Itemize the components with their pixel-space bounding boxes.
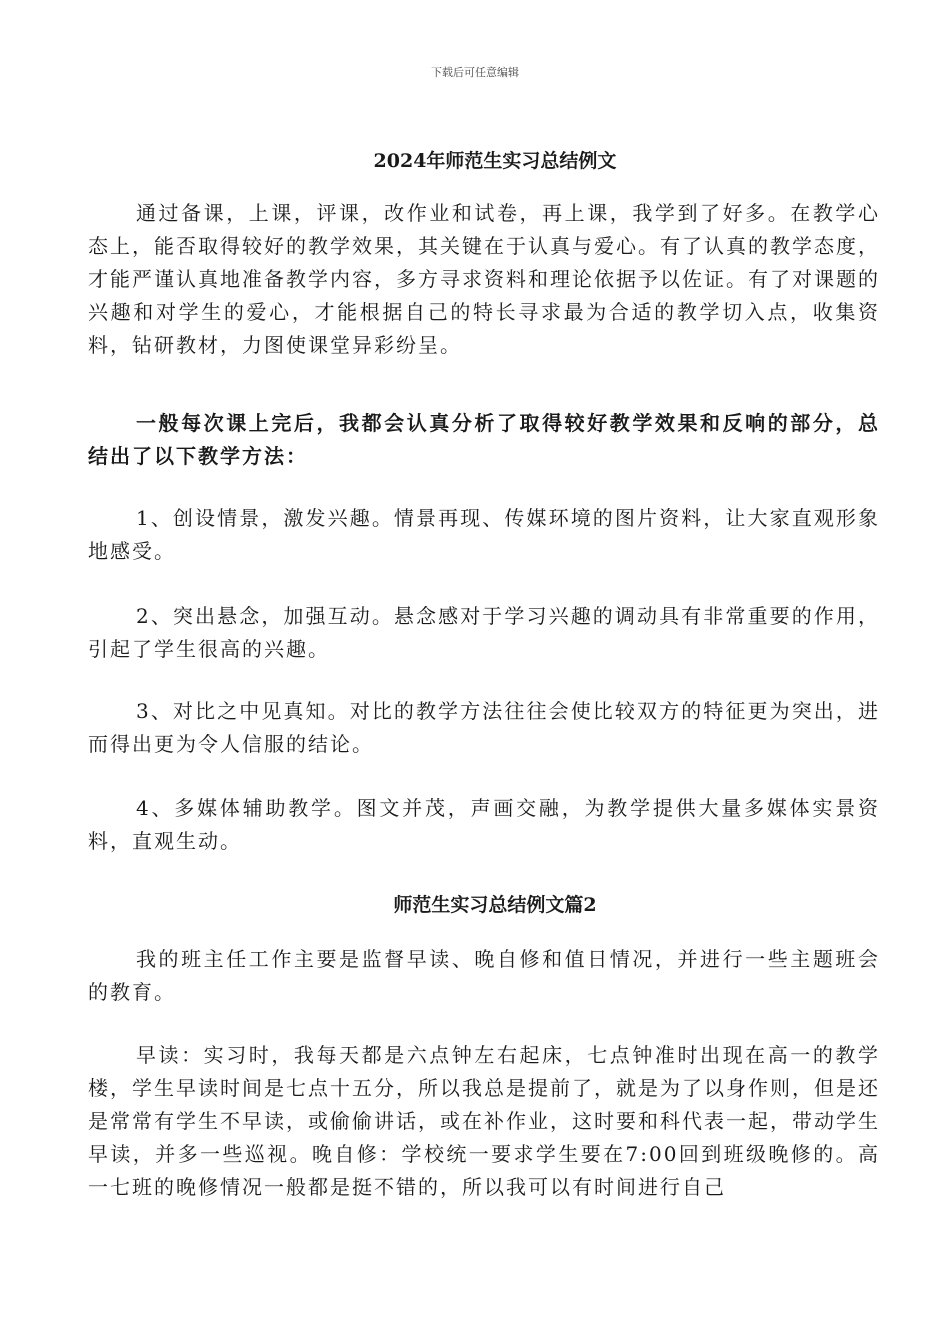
body-paragraph: 通过备课，上课，评课，改作业和试卷，再上课，我学到了好多。在教学心态上，能否取得较好的教学效果，其关键在于认真与爱心。有了认真的教学态度，才能严谨认真地准备教学内容，多方寻求资料和理论依据予以佐证。有了对课题的兴趣和对学生的爱心，才能根据自己的特长寻求最为合适的教学切入点，收集资料，钻研教材，力图使课堂异彩纷呈。 bbox=[88, 201, 880, 357]
document-title: 2024年师范生实习总结例文 bbox=[373, 150, 617, 172]
list-item-paragraph: 4、多媒体辅助教学。图文并茂，声画交融，为教学提供大量多媒体实景资料，直观生动。 bbox=[88, 796, 880, 853]
list-item-paragraph: 1、创设情景，激发兴趣。情景再现、传媒环境的图片资料，让大家直观形象地感受。 bbox=[88, 506, 880, 563]
list-item-paragraph: 2、突出悬念，加强互动。悬念感对于学习兴趣的调动具有非常重要的作用，引起了学生很高的兴趣。 bbox=[88, 604, 880, 661]
bold-summary-paragraph: 一般每次课上完后，我都会认真分析了取得较好教学效果和反响的部分，总结出了以下教学方法： bbox=[88, 411, 880, 468]
list-item-paragraph: 3、对比之中见真知。对比的教学方法往往会使比较双方的特征更为突出，进而得出更为令人信服的结论。 bbox=[88, 699, 880, 756]
section-title: 师范生实习总结例文篇2 bbox=[393, 894, 597, 916]
body-paragraph: 早读：实习时，我每天都是六点钟左右起床，七点钟准时出现在高一的教学楼，学生早读时间是七点十五分，所以我总是提前了，就是为了以身作则，但是还是常常有学生不早读，或偷偷讲话，或在补作业，这时要和科代表一起，带动学生早读，并多一些巡视。晚自修：学校统一要求学生要在7:00回到班级晚修的。高一七班的晚修情况一般都是挺不错的，所以我可以有时间进行自己 bbox=[88, 1043, 880, 1199]
body-paragraph: 我的班主任工作主要是监督早读、晚自修和值日情况，并进行一些主题班会的教育。 bbox=[88, 947, 880, 1004]
page-header-note: 下载后可任意编辑 bbox=[431, 66, 519, 79]
